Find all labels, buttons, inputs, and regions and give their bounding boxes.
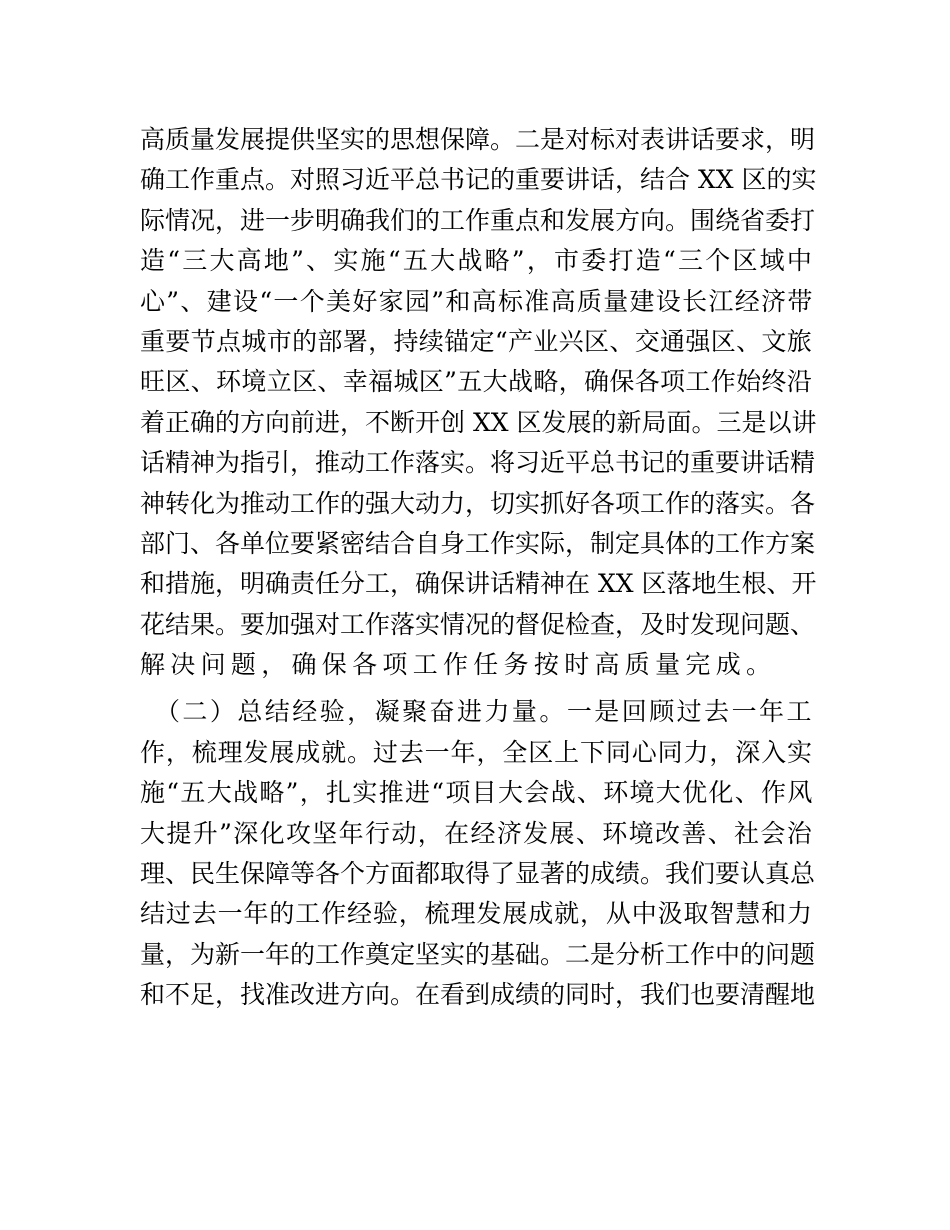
- paragraph-2: [140, 692, 816, 1015]
- text-line: 和措施，明确责任分工，确保讲话精神在 XX 区落地生根、开: [140, 569, 817, 599]
- text-line: 造“三大高地”、实施“五大战略”，市委打造“三个区域中: [140, 246, 815, 276]
- text-line: 高质量发展提供坚实的思想保障。二是对标对表讲话要求，明: [140, 125, 816, 154]
- text-line: 解决问题，确保各项工作任务按时高质量完成。: [140, 650, 777, 680]
- text-line: 话精神为指引，推动工作落实。将习近平总书记的重要讲话精: [140, 448, 816, 478]
- text-line: 重要节点城市的部署，持续锚定“产业兴区、交通强区、文旅: [140, 326, 813, 356]
- paragraph-1: [140, 120, 817, 685]
- text-line: 量，为新一年的工作奠定坚实的基础。二是分析工作中的问题: [140, 939, 816, 969]
- text-line: 作，梳理发展成就。过去一年，全区上下同心同力，深入实: [140, 737, 813, 767]
- text-line: 结过去一年的工作经验，梳理发展成就，从中汲取智慧和力: [140, 899, 813, 929]
- text-line: 际情况，进一步明确我们的工作重点和发展方向。围绕省委打: [140, 205, 816, 235]
- text-line: 大提升”深化攻坚年行动，在经济发展、环境改善、社会治: [140, 818, 814, 848]
- text-line: 花结果。要加强对工作落实情况的督促检查，及时发现问题、: [140, 609, 816, 639]
- text-line: 旺区、环境立区、幸福城区”五大战略，确保各项工作始终沿: [140, 367, 813, 397]
- text-line: 心”、建设“一个美好家园”和高标准高质量建设长江经济带: [140, 286, 814, 316]
- text-line: 和不足，找准改进方向。在看到成绩的同时，我们也要清醒地: [140, 980, 816, 1010]
- text-line: 部门、各单位要紧密结合自身工作实际，制定具体的工作方案: [140, 528, 816, 558]
- text-line: 确工作重点。对照习近平总书记的重要讲话，结合 XX 区的实: [140, 165, 817, 195]
- text-line: 施“五大战略”，扎实推进“项目大会战、环境大优化、作风: [140, 778, 814, 808]
- text-line: 着正确的方向前进，不断开创 XX 区发展的新局面。三是以讲: [140, 407, 817, 437]
- text-line: 理、民生保障等各个方面都取得了显著的成绩。我们要认真总: [140, 859, 816, 889]
- section-heading-line: （二）总结经验，凝聚奋进力量。一是回顾过去一年工: [140, 697, 814, 727]
- document-page: [140, 120, 817, 1016]
- text-line: 神转化为推动工作的强大动力，切实抓好各项工作的落实。各: [140, 488, 816, 518]
